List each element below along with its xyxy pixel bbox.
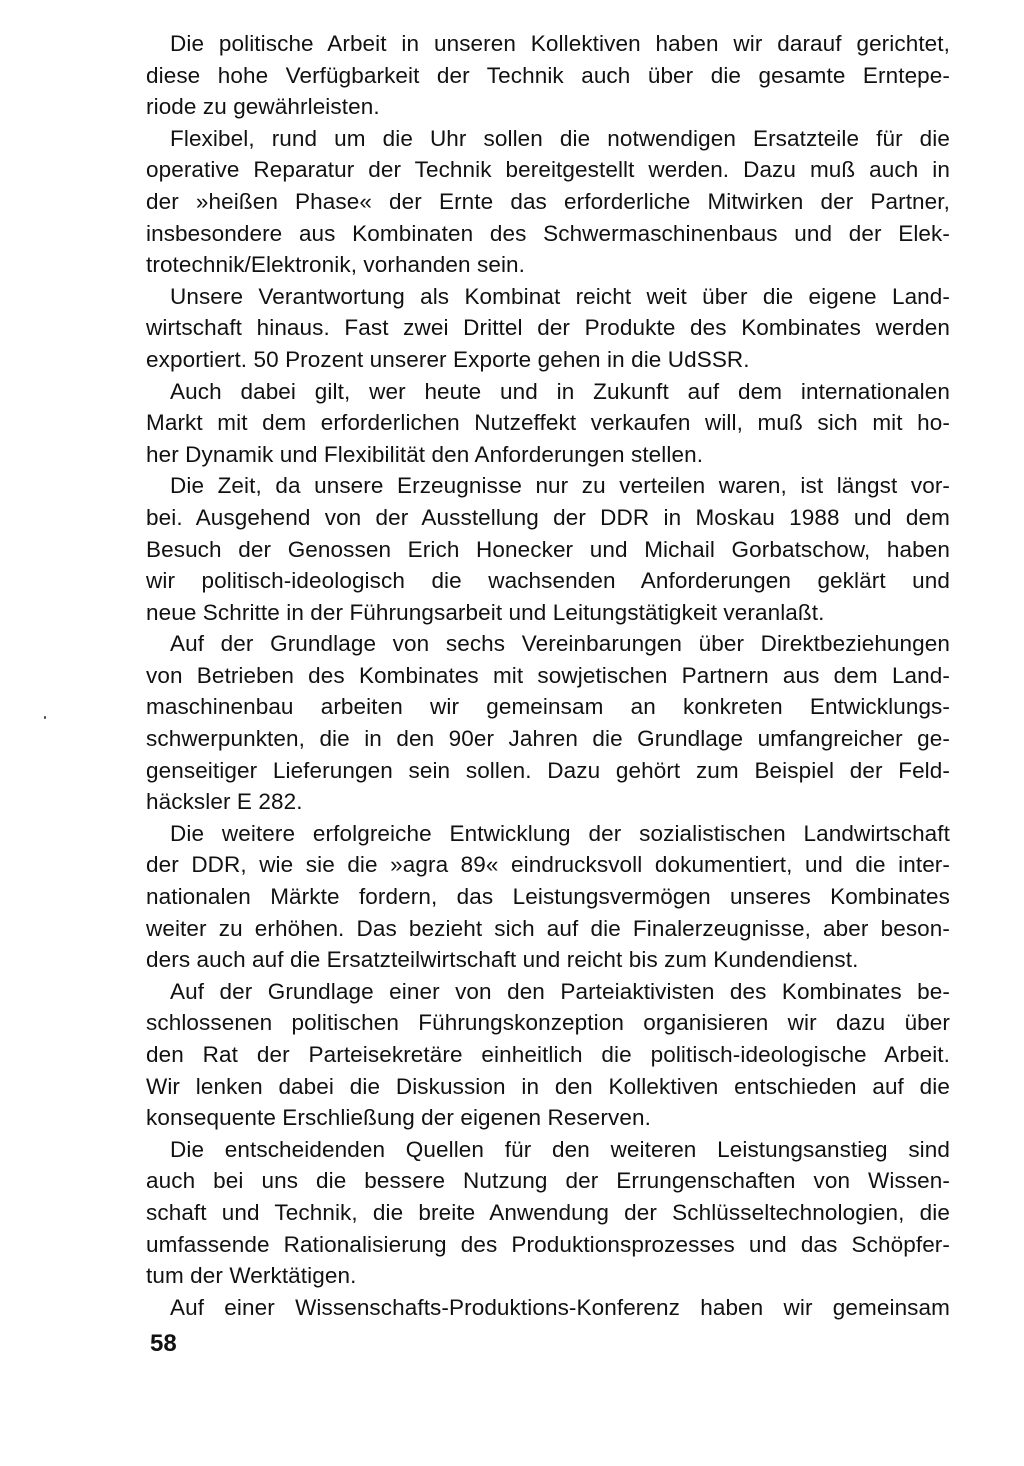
- paragraph-1-line-3: riode zu gewährleisten.: [146, 94, 380, 120]
- paragraph-3-line-2: wirtschaft hinaus. Fast zwei Drittel der Produkte des Kombinates werden: [146, 315, 950, 341]
- paragraph-5-line-5: neue Schritte in der Führungsarbeit und Leitungstätigkeit veranlaßt.: [146, 599, 825, 625]
- page-number: 58: [150, 1330, 177, 1357]
- paragraph-9-line-3: schaft und Technik, die breite Anwendung der Schlüsseltechnologien, die: [146, 1199, 950, 1225]
- paragraph-8-line-1: Auf der Grundlage einer von den Parteiaktivisten des Kombinates be-: [170, 978, 950, 1004]
- paragraph-9-line-5: tum der Werktätigen.: [146, 1263, 357, 1289]
- scan-speck: [44, 716, 46, 719]
- paragraph-6-line-1: Auf der Grundlage von sechs Vereinbarungen über Direktbeziehungen: [170, 631, 950, 657]
- body-text: [146, 28, 950, 1323]
- paragraph-6-line-3: maschinenbau arbeiten wir gemeinsam an konkreten Entwicklungs-: [146, 694, 950, 720]
- paragraph-2-line-2: operative Reparatur der Technik bereitgestellt werden. Dazu muß auch in: [146, 157, 950, 183]
- paragraph-2-line-4: insbesondere aus Kombinaten des Schwermaschinenbaus und der Elek-: [146, 220, 950, 246]
- paragraph-6-line-2: von Betrieben des Kombinates mit sowjetischen Partnern aus dem Land-: [146, 662, 950, 688]
- paragraph-8-line-3: den Rat der Parteisekretäre einheitlich die politisch-ideologische Arbeit.: [146, 1042, 950, 1067]
- paragraph-7-line-3: nationalen Märkte fordern, das Leistungsvermögen unseres Kombinates: [146, 884, 950, 910]
- paragraph-8-line-4: Wir lenken dabei die Diskussion in den Kollektiven entschieden auf die: [146, 1073, 950, 1099]
- paragraph-7-line-4: weiter zu erhöhen. Das bezieht sich auf die Finalerzeugnisse, aber beson-: [146, 915, 950, 941]
- paragraph-10-line-1: Auf einer Wissenschafts-Produktions-Konferenz haben wir gemeinsam: [170, 1294, 950, 1320]
- paragraph-6-line-4: schwerpunkten, die in den 90er Jahren die Grundlage umfangreicher ge-: [146, 726, 950, 752]
- paragraph-5-line-2: bei. Ausgehend von der Ausstellung der DDR in Moskau 1988 und dem: [146, 504, 950, 530]
- paragraph-3-line-3: exportiert. 50 Prozent unserer Exporte gehen in die UdSSR.: [146, 346, 750, 372]
- paragraph-8-line-2: schlossenen politischen Führungskonzeption organisieren wir dazu über: [146, 1010, 950, 1036]
- paragraph-5-line-1: Die Zeit, da unsere Erzeugnisse nur zu verteilen waren, ist längst vor-: [170, 473, 950, 499]
- paragraph-7-line-5: ders auch auf die Ersatzteilwirtschaft und reicht bis zum Kundendienst.: [146, 947, 859, 973]
- paragraph-2-line-5: trotechnik/Elektronik, vorhanden sein.: [146, 252, 526, 278]
- paragraph-6-line-5: genseitiger Lieferungen sein sollen. Dazu gehört zum Beispiel der Feld-: [146, 757, 950, 783]
- paragraph-9-line-4: umfassende Rationalisierung des Produktionsprozesses und das Schöpfer-: [146, 1231, 950, 1257]
- paragraph-5-line-3: Besuch der Genossen Erich Honecker und Michail Gorbatschow, haben: [146, 536, 950, 562]
- paragraph-9-line-1: Die entscheidenden Quellen für den weiteren Leistungsanstieg sind: [170, 1136, 950, 1162]
- paragraph-6-line-6: häcksler E 282.: [146, 789, 303, 815]
- paragraph-5-line-4: wir politisch-ideologisch die wachsenden Anforderungen geklärt und: [146, 568, 950, 594]
- paragraph-1-line-1: Die politische Arbeit in unseren Kollektiven haben wir darauf gerichtet,: [170, 31, 950, 56]
- paragraph-8-line-5: konsequente Erschließung der eigenen Reserven.: [146, 1105, 651, 1131]
- paragraph-1-line-2: diese hohe Verfügbarkeit der Technik auch über die gesamte Erntepe-: [146, 62, 950, 88]
- paragraph-2-line-1: Flexibel, rund um die Uhr sollen die notwendigen Ersatzteile für die: [170, 125, 950, 151]
- paragraph-4-line-2: Markt mit dem erforderlichen Nutzeffekt verkaufen will, muß sich mit ho-: [146, 410, 950, 436]
- paragraph-4-line-3: her Dynamik und Flexibilität den Anforderungen stellen.: [146, 441, 704, 467]
- paragraph-3-line-1: Unsere Verantwortung als Kombinat reicht weit über die eigene Land-: [170, 283, 950, 309]
- paragraph-2-line-3: der »heißen Phase« der Ernte das erforderliche Mitwirken der Partner,: [146, 188, 950, 214]
- paragraph-7-line-1: Die weitere erfolgreiche Entwicklung der sozialistischen Landwirtschaft: [170, 820, 950, 846]
- paragraph-9-line-2: auch bei uns die bessere Nutzung der Errungenschaften von Wissen-: [146, 1168, 950, 1194]
- paragraph-7-line-2: der DDR, wie sie die »agra 89« eindrucksvoll dokumentiert, und die inter-: [146, 852, 950, 878]
- paragraph-4-line-1: Auch dabei gilt, wer heute und in Zukunft auf dem internationalen: [170, 378, 950, 404]
